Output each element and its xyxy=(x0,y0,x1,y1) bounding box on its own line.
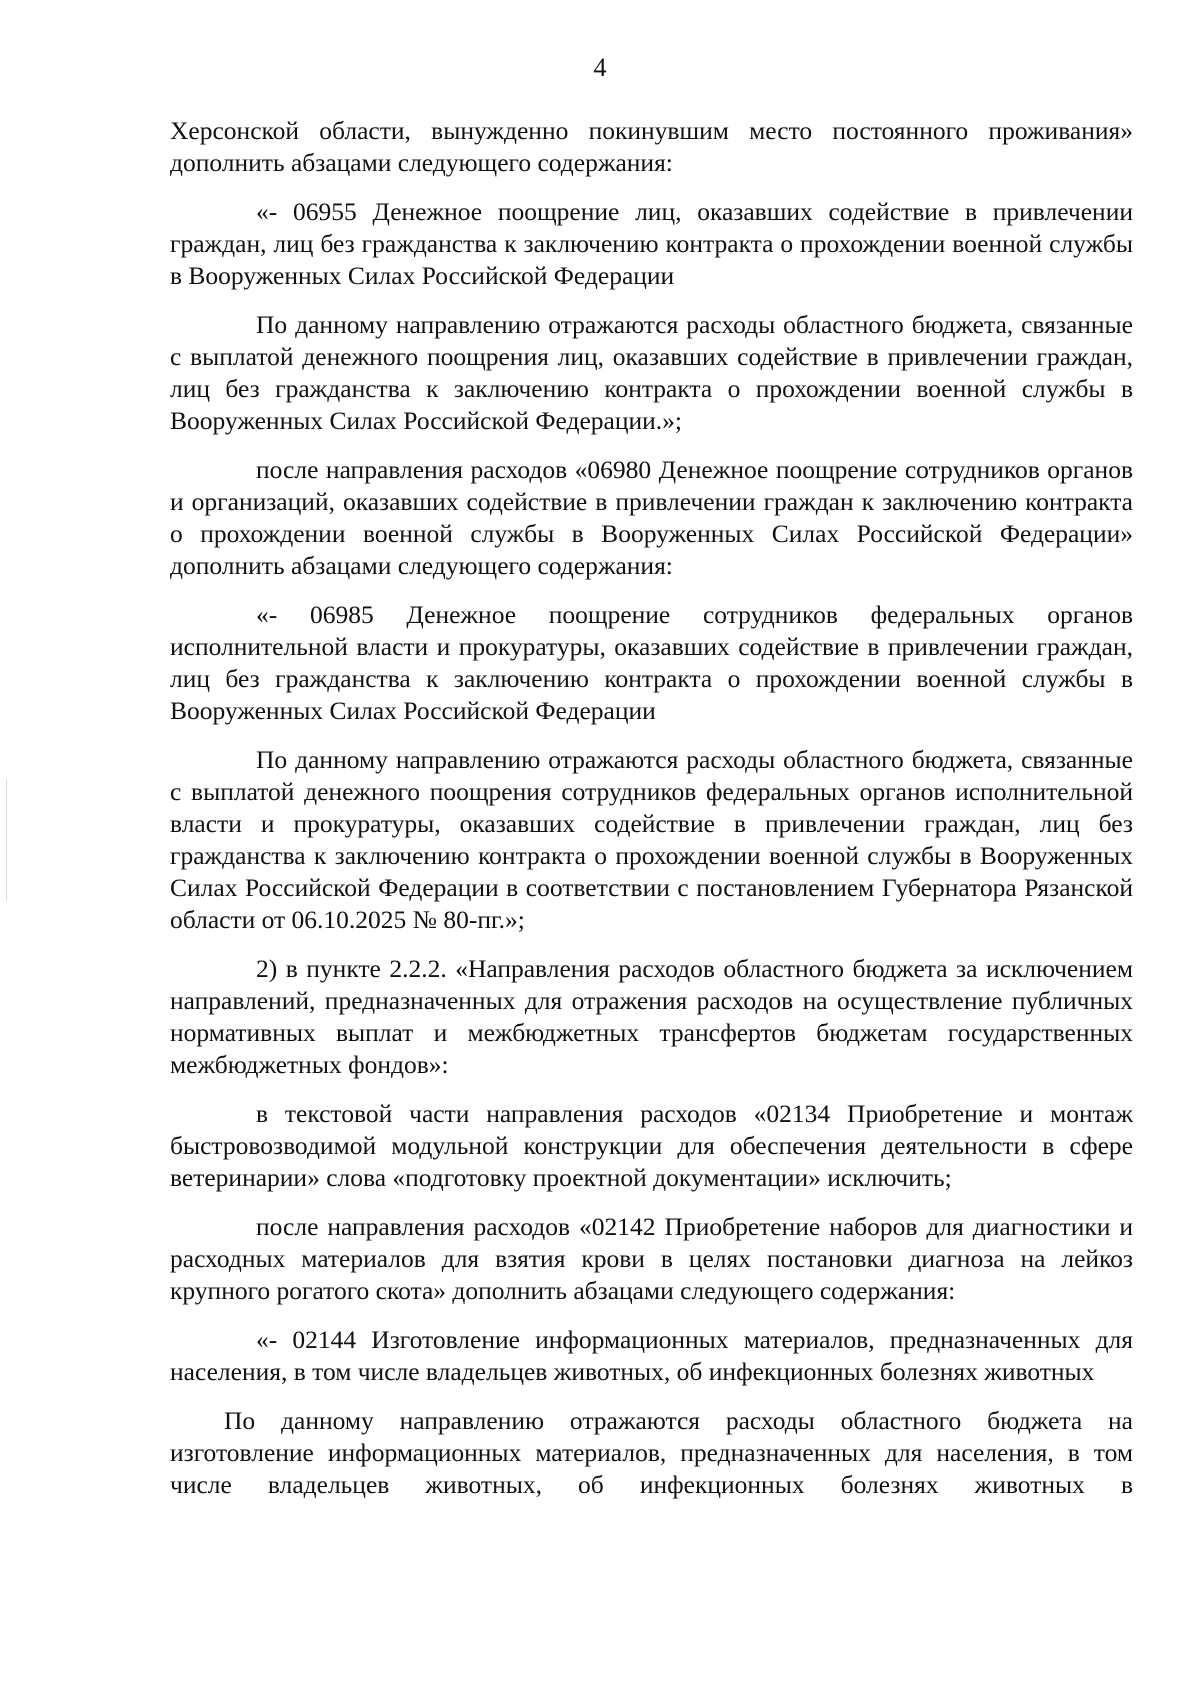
scan-artifact xyxy=(6,780,7,900)
paragraph-direction-06955: «- 06955 Денежное поощрение лиц, оказавших содействие в привлечении граждан, лиц без гражданства к заключению контракта о прохождении военной службы в Вооруженных Силах Российской Федерации xyxy=(170,197,1133,290)
paragraph-description-06955: По данному направлению отражаются расходы областного бюджета, связанные с выплатой денежного поощрения лиц, оказавших содействие в привлечении граждан, лиц без гражданства к заключению контракта о прохождении военной службы в Вооруженных Силах Российской Федерации.»; xyxy=(170,310,1133,435)
paragraph-continuation: Херсонской области, вынужденно покинувшим место постоянного проживания» дополнить абзацами следующего содержания: xyxy=(170,116,1133,177)
paragraph-direction-06985: «- 06985 Денежное поощрение сотрудников федеральных органов исполнительной власти и прокуратуры, оказавших содействие в привлечении граждан, лиц без гражданства к заключению контракта о прохождении военной службы в Вооруженных Силах Российской Федерации xyxy=(170,600,1133,725)
paragraph-after-06980: после направления расходов «06980 Денежное поощрение сотрудников органов и организаций, оказавших содействие в привлечении граждан к заключению контракта о прохождении военной службы в Вооруженных Силах Российской Федерации» дополнить абзацами следующего содержания: xyxy=(170,455,1133,580)
paragraph-item-2: 2) в пункте 2.2.2. «Направления расходов областного бюджета за исключением направлений, предназначенных для отражения расходов на осуществление публичных нормативных выплат и межбюджетных трансфертов бюджетам государственных межбюджетных фондов»: xyxy=(170,954,1133,1079)
page-number: 4 xyxy=(593,53,607,82)
paragraph-description-02144: По данному направлению отражаются расходы областного бюджета на изготовление информационных материалов, предназначенных для населения, в том числе владельцев животных, об инфекционных болезнях животных в xyxy=(170,1406,1133,1499)
paragraph-text-02134: в текстовой части направления расходов «02134 Приобретение и монтаж быстровозводимой модульной конструкции для обеспечения деятельности в сфере ветеринарии» слова «подготовку проектной документации» исключить; xyxy=(170,1099,1133,1192)
document-body xyxy=(170,115,1133,1518)
paragraph-description-06985: По данному направлению отражаются расходы областного бюджета, связанные с выплатой денежного поощрения сотрудников федеральных органов исполнительной власти и прокуратуры, оказавших содействие в привлечении граждан, лиц без гражданства к заключению контракта о прохождении военной службы в Вооруженных Силах Российской Федерации в соответствии с постановлением Губернатора Рязанской области от 06.10.2025 № 80-пг.»; xyxy=(170,745,1133,934)
paragraph-direction-02144: «- 02144 Изготовление информационных материалов, предназначенных для населения, в том числе владельцев животных, об инфекционных болезнях животных xyxy=(170,1325,1133,1386)
paragraph-after-02142: после направления расходов «02142 Приобретение наборов для диагностики и расходных материалов для взятия крови в целях постановки диагноза на лейкоз крупного рогатого скота» дополнить абзацами следующего содержания: xyxy=(170,1212,1133,1305)
